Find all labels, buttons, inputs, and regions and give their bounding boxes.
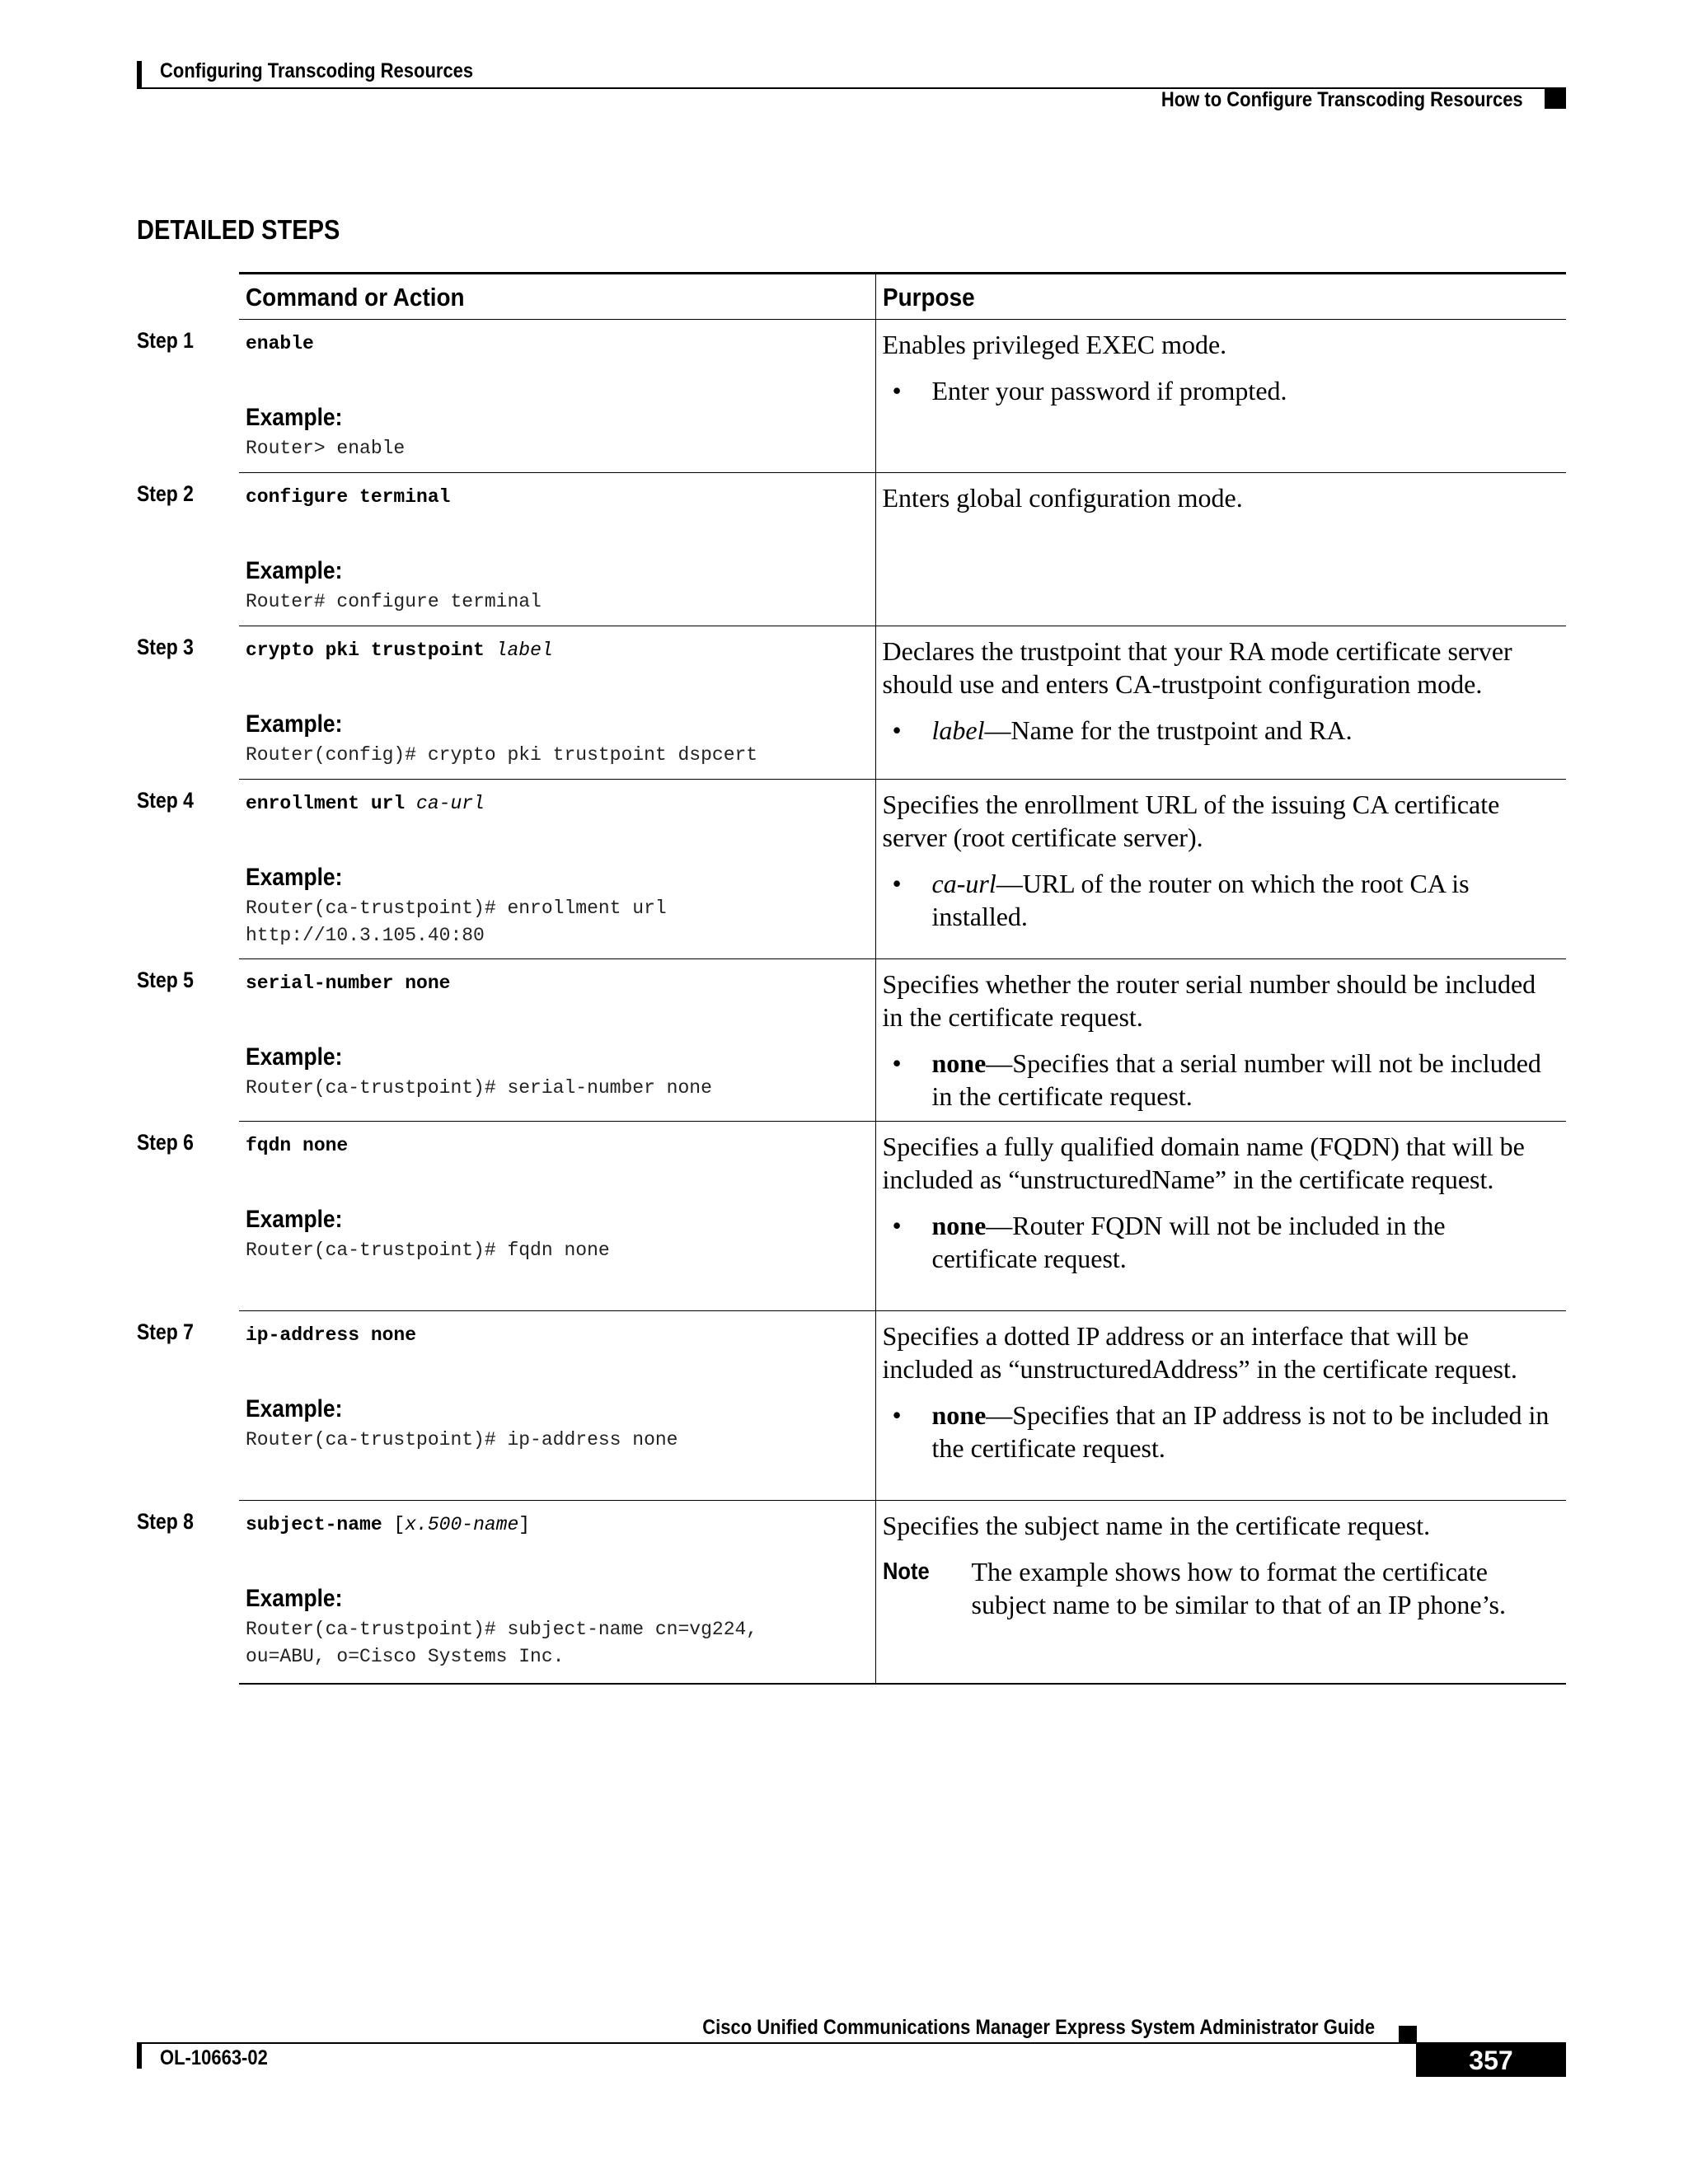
bullet-dot: • [892,869,902,898]
command-bracket-open: [ [382,1514,406,1535]
purpose-bullet [883,867,1557,933]
example-code [246,895,869,949]
command-syntax [246,791,869,816]
purpose-cell [875,1501,1566,1684]
command-syntax [246,1133,869,1158]
example-label: Example: [246,1043,343,1071]
command-cell [137,626,875,780]
command-cell [137,1311,875,1501]
command-keyword: configure terminal [246,486,451,508]
command-syntax [246,485,869,509]
step-row [239,1501,1566,1684]
bullet-description: —Specifies that an IP address is not to be included in the certificate request. [931,1400,1550,1463]
command-keyword: subject-name [246,1514,382,1535]
bullet-description: —Router FQDN will not be included in the certificate request. [931,1211,1446,1273]
example-code [246,1237,869,1264]
example-code [246,1075,869,1102]
example-code-line: Router(config)# crypto pki trustpoint dspcert [246,744,758,766]
command-cell [137,959,875,1122]
step-row [239,1122,1566,1311]
example-label: Example: [246,1585,343,1612]
bullet-term: none [931,1048,987,1078]
purpose-cell [875,626,1566,780]
example-code-line: ou=ABU, o=Cisco Systems Inc. [246,1646,565,1667]
example-label: Example: [246,1206,343,1233]
bullet-dot: • [892,1048,902,1078]
example-code [246,1616,869,1671]
step-label: Step 4 [137,788,194,813]
example-label: Example: [246,710,343,738]
step-row [239,780,1566,959]
page-number: 357 [1416,2044,1566,2077]
note-text: The example shows how to format the certificate subject name to be similar to that of an IP phone’s. [971,1557,1506,1619]
example-label: Example: [246,864,343,891]
purpose-bullet [883,714,1557,747]
footer-guide-title: Cisco Unified Communications Manager Express System Administrator Guide [702,2016,1375,2039]
header-left-bar [137,61,142,87]
command-syntax [246,331,869,356]
purpose-text: Declares the trustpoint that your RA mode certificate server should use and enters CA-trustpoint configuration mode. [882,636,1512,699]
steps-table [137,272,1566,1685]
table-header-row [239,274,1566,320]
bullet-term: label [931,715,985,745]
example-code [246,588,869,616]
step-label: Step 5 [137,968,194,992]
command-cell [137,320,875,473]
purpose-bullet [883,1047,1557,1113]
purpose-text: Specifies the subject name in the certificate request. [882,1511,1431,1540]
step-label: Step 6 [137,1130,194,1155]
step-label: Step 2 [137,481,194,506]
footer-doc-number: OL-10663-02 [160,2046,268,2069]
step-label: Step 3 [137,635,194,659]
example-code-line: Router(ca-trustpoint)# ip-address none [246,1429,678,1451]
command-cell [137,473,875,626]
step-row [239,1311,1566,1501]
step-label: Step 1 [137,328,194,353]
step-label: Step 7 [137,1319,194,1344]
section-heading: DETAILED STEPS [137,214,340,245]
example-code [246,742,869,769]
bullet-dot: • [892,1211,902,1240]
example-code-line: Router(ca-trustpoint)# fqdn none [246,1240,610,1261]
note [883,1555,1557,1621]
bullet-dot: • [892,715,902,745]
purpose-text: Enters global configuration mode. [882,483,1243,513]
purpose-bullet [883,1399,1557,1465]
command-syntax [246,1512,869,1537]
note-label: Note [882,1558,930,1585]
header-square-marker [1545,89,1566,109]
example-label: Example: [246,557,343,584]
purpose-cell [875,1311,1566,1501]
footer-rule [137,2042,1566,2044]
purpose-bullet [883,1209,1557,1275]
purpose-text: Specifies whether the router serial number should be included in the certificate request. [882,969,1536,1032]
column-header-command: Command or Action [239,274,875,320]
bullet-dot: • [892,1400,902,1430]
purpose-cell [875,780,1566,959]
column-header-purpose: Purpose [875,274,1566,320]
example-code-line: Router(ca-trustpoint)# subject-name cn=vg224, [246,1619,758,1640]
command-keyword: serial-number none [246,972,451,994]
purpose-text: Specifies a fully qualified domain name (FQDN) that will be included as “unstructuredName” in the certificate request. [882,1132,1525,1194]
step-row [239,626,1566,780]
bullet-description: —URL of the router on which the root CA is installed. [931,869,1470,931]
example-code [246,435,869,462]
command-cell [137,1501,875,1684]
command-bracket-close: ] [518,1514,531,1535]
step-label: Step 8 [137,1509,194,1534]
example-label: Example: [246,1395,343,1422]
command-cell [137,1122,875,1311]
command-keyword: enable [246,333,314,354]
command-syntax [246,971,869,996]
command-argument: label [495,640,553,661]
example-code [246,1427,869,1454]
command-argument: ca-url [416,793,485,814]
purpose-cell [875,959,1566,1122]
bullet-dot: • [892,376,902,405]
purpose-bullet: • Enter your password if prompted. [892,376,1287,405]
header-chapter-title: Configuring Transcoding Resources [160,59,474,82]
purpose-cell [875,1122,1566,1311]
header-section-title: How to Configure Transcoding Resources [1161,88,1523,111]
command-syntax [246,1323,869,1347]
command-cell [137,780,875,959]
command-syntax [246,638,869,663]
command-argument: x.500-name [405,1514,519,1535]
purpose-text: Enables privileged EXEC mode. [882,330,1227,359]
step-row [239,320,1566,473]
command-keyword: fqdn none [246,1135,349,1156]
bullet-term: ca-url [931,869,996,898]
command-keyword: crypto pki trustpoint [246,640,485,661]
example-label: Example: [246,404,343,431]
bullet-term: none [931,1400,987,1430]
bullet-description: —Name for the trustpoint and RA. [984,715,1353,745]
example-code-line: Router(ca-trustpoint)# enrollment url [246,898,667,919]
purpose-text: Specifies a dotted IP address or an interface that will be included as “unstructuredAddress” in the certificate request. [882,1321,1517,1384]
example-code-line: Router# configure terminal [246,591,542,612]
footer-left-bar [137,2044,142,2069]
command-keyword: ip-address none [246,1324,417,1346]
step-row [239,473,1566,626]
purpose-cell [875,320,1566,473]
example-code-line: Router(ca-trustpoint)# serial-number none [246,1077,712,1099]
purpose-text: Specifies the enrollment URL of the issuing CA certificate server (root certificate server). [882,790,1500,852]
bullet-term: none [931,1211,987,1240]
example-code-line: Router> enable [246,438,406,459]
bullet-description: —Specifies that a serial number will not be included in the certificate request. [931,1048,1541,1111]
command-keyword: enrollment url [246,793,406,814]
purpose-cell [875,473,1566,626]
footer-square-marker [1399,2026,1417,2044]
step-row [239,959,1566,1122]
example-code-line: http://10.3.105.40:80 [246,925,485,946]
